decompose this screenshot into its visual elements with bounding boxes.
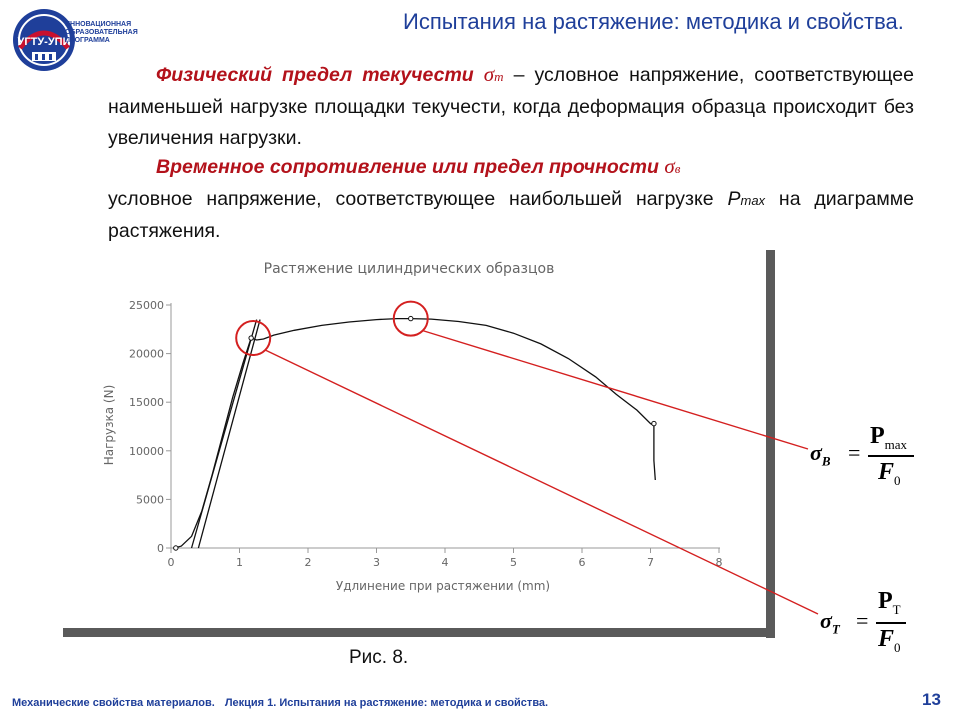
paragraph-ultimate-strength [108, 151, 914, 247]
paragraph2-text-before: условное напряжение, соответствующее наибольшей нагрузке [108, 188, 728, 210]
leader-to-sigma-b [423, 331, 808, 449]
formula-b-denominator: $F_0$ [878, 459, 901, 488]
formula-b-lhs: $\sigma_B$ [810, 440, 831, 469]
footer-text [12, 697, 548, 709]
p-max-symbol: Pmax [727, 188, 766, 210]
x-tick-label: 6 [578, 556, 586, 569]
x-tick-label: 0 [167, 556, 175, 569]
y-tick-label: 15000 [129, 396, 164, 410]
chart-title: Растяжение цилиндрических образцов [263, 261, 555, 277]
logo-line-1: ИННОВАЦИОННАЯ [65, 21, 132, 28]
y-tick-label: 0 [157, 542, 164, 555]
logo-line-2: ОБРАЗОВАТЕЛЬНАЯ [65, 29, 138, 36]
slide-title: Испытания на растяжение: методика и свойства. [403, 9, 904, 34]
data-point-marker [174, 546, 178, 550]
tensile-chart [60, 248, 940, 668]
figure-caption: Рис. 8. [349, 647, 409, 668]
x-tick-label: 5 [510, 556, 517, 569]
formula-t-fraction-bar [876, 622, 906, 624]
data-point-marker [249, 336, 253, 340]
leader-to-sigma-t [265, 350, 818, 614]
formula-b-equals: = [848, 440, 861, 465]
formula-yield-strength [820, 588, 930, 658]
y-axis-label: Нагрузка (N) [102, 384, 116, 466]
x-tick-label: 1 [236, 556, 243, 569]
logo-line-3: ПРОГРАММА [65, 37, 110, 44]
formula-b-fraction-bar [868, 455, 914, 457]
x-tick-label: 2 [304, 556, 312, 569]
formula-t-numerator: $P_T$ [878, 588, 901, 617]
term-yield-strength: Физический предел текучести [156, 64, 474, 86]
x-tick-label: 3 [373, 556, 380, 569]
term-ultimate-strength: Временное сопротивление или предел прочности [156, 156, 659, 178]
data-point-marker [409, 316, 413, 320]
paragraph-yield-strength [108, 59, 914, 154]
x-tick-label: 8 [715, 556, 723, 569]
data-point-marker [652, 421, 656, 425]
y-tick-label: 5000 [136, 493, 164, 507]
formula-t-denominator: $F_0$ [878, 626, 901, 655]
paragraph1-text: – условное напряжение, соответствующее наименьшей нагрузке площадки текучести, когда деформация образца происходит без увеличения нагрузки. [108, 64, 915, 149]
footer-course: Механические свойства материалов. [12, 697, 215, 709]
y-tick-label: 10000 [129, 444, 164, 458]
y-tick-label: 25000 [129, 299, 164, 312]
sigma-b-symbol: σв [664, 154, 681, 178]
x-axis-label: Удлинение при растяжении (mm) [335, 579, 551, 593]
page-number: 13 [922, 690, 941, 709]
footer-lecture: Лекция 1. Испытания на растяжение: методика и свойства. [224, 697, 549, 709]
x-tick-label: 4 [441, 556, 449, 569]
formula-t-equals: = [856, 608, 869, 633]
x-tick-label: 7 [647, 556, 654, 569]
formula-t-lhs: $\sigma_T$ [820, 608, 840, 637]
logo-brand: УГТУ-УПИ [17, 36, 71, 48]
sigma-t-symbol: σт [483, 62, 504, 86]
paragraph2-text-after: на диаграмме растяжения. [108, 188, 914, 242]
elastic-offset-line [198, 320, 260, 548]
formula-b-numerator: $P_{max}$ [870, 423, 908, 452]
formula-ultimate-strength [810, 423, 920, 493]
y-tick-label: 20000 [129, 347, 164, 361]
